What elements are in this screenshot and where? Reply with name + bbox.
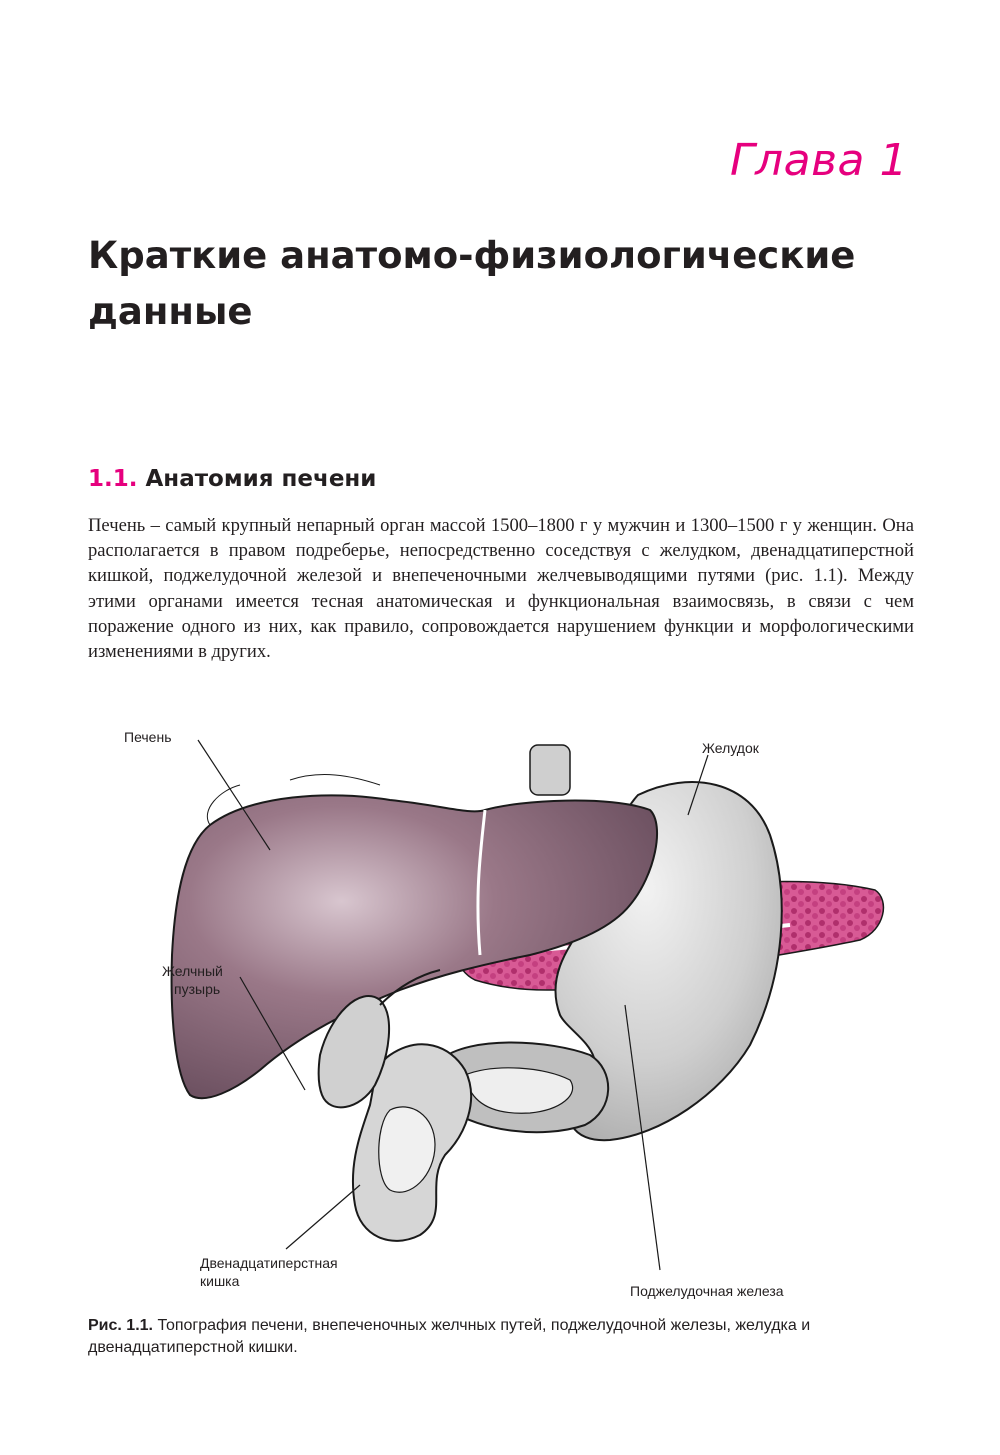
figure-caption: [88, 1315, 918, 1359]
section-number: 1.1.: [88, 466, 138, 492]
label-liver: Печень: [124, 729, 172, 745]
section-heading: [88, 466, 376, 492]
caption-text: Топография печени, внепеченочных желчных путей, поджелудочной железы, желудка и двенадцатиперстной кишки.: [88, 1317, 811, 1356]
section-title: Анатомия печени: [145, 466, 377, 492]
caption-label: Рис. 1.1.: [88, 1317, 153, 1334]
chapter-label: Глава 1: [730, 135, 908, 186]
body-paragraph: Печень – самый крупный непарный орган массой 1500–1800 г у мужчин и 1300–1500 г у женщин. Она располагается в правом подреберье, непосредственно соседствуя с желудком, двенадцатиперстной кишкой, поджелудочной железой и внепеченочными желчевыводящими путями (рис. 1.1). Между этими органами имеется тесная анатомическая и функциональная взаимосвязь, в связи с чем поражение одного из них, как правило, сопровождается нарушением функции и морфологическими изменениями в других.: [88, 515, 914, 663]
label-duodenum-2: кишка: [200, 1273, 240, 1289]
chapter-title: Краткие анатомо-физиологические данные: [88, 234, 856, 333]
label-duodenum-1: Двенадцатиперстная: [200, 1255, 338, 1271]
label-pancreas: Поджелудочная железа: [630, 1283, 784, 1299]
anatomy-figure: [90, 715, 910, 1315]
anatomy-illustration: [90, 715, 910, 1315]
label-gallbladder-2: пузырь: [174, 981, 221, 997]
label-stomach: Желудок: [702, 740, 759, 756]
label-gallbladder-1: Желчный: [162, 963, 223, 979]
